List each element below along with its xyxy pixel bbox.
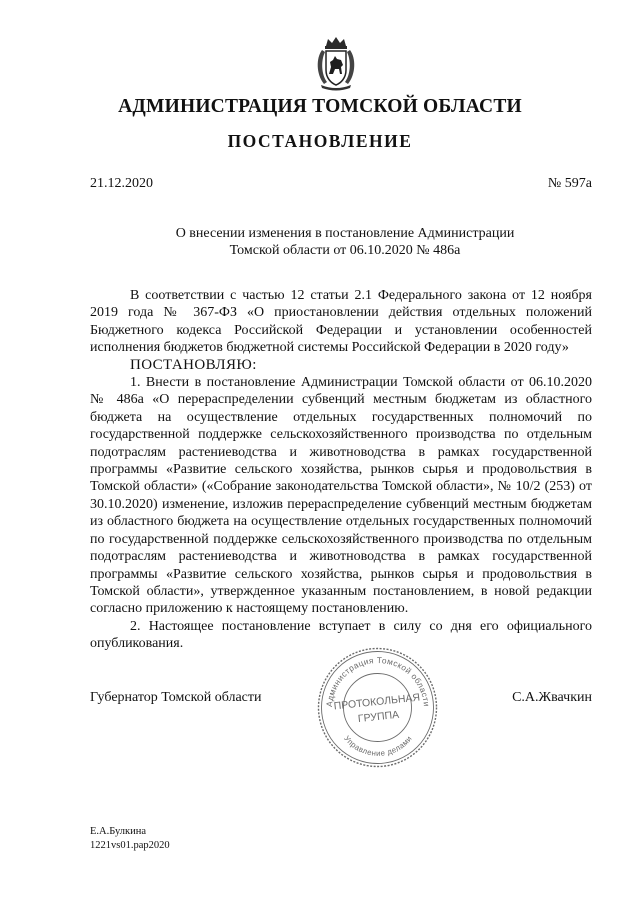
document-footer [90, 825, 170, 853]
stamp-bottom-text: Управление делами [342, 733, 414, 758]
svg-text:Управление делами [342, 734, 414, 758]
file-reference: 1221vs01.pap2020 [90, 840, 170, 851]
official-stamp [315, 645, 440, 770]
stamp-center-line: ГРУППА [357, 708, 400, 726]
organization-title: АДМИНИСТРАЦИЯ ТОМСКОЙ ОБЛАСТИ [118, 96, 522, 117]
document-type: ПОСТАНОВЛЕНИЕ [227, 131, 413, 151]
subject-line: О внесении изменения в постановление Администрации [175, 226, 515, 241]
document-date: 21.12.2020 [90, 176, 153, 191]
coat-of-arms-icon [313, 34, 359, 92]
resolve-heading: ПОСТАНОВЛЯЮ: [130, 356, 257, 373]
subject-line: Томской области от 06.10.2020 № 486а [229, 243, 461, 258]
document-body [90, 287, 592, 653]
document-number: № 597а [547, 176, 592, 191]
stamp-outer-text: Администрация Томской области [323, 654, 432, 708]
author-name: Е.А.Булкина [90, 826, 147, 837]
stamp-center-line: ПРОТОКОЛЬНАЯ [333, 691, 421, 713]
signer-position: Губернатор Томской области [90, 690, 262, 705]
item-1-paragraph: 1. Внести в постановление Администрации Томской области от 06.10.2020 № 486а «О перераспределении субвенций местным бюджетам из областного бюджета на осуществление отдельных государственных полномочий по государственной поддержке сельскохозяйственного производства по отдельным подотраслям растениеводства и животноводства в рамках государственной программы «Развитие сельского хозяйства, рынков сырья и продовольствия в Томской области» («Собрание законодательства Томской области», № 10/2 (253) от 30.10.2020) изменение, изложив перераспределение субвенций местным бюджетам из областного бюджета на осуществление отдельных государственных полномочий по государственной поддержке сельскохозяйственного производства по отдельным подотраслям растениеводства и животноводства в рамках государственной программы «Развитие сельского хозяйства, рынков сырья и продовольствия в Томской области», утвержденное указанным постановлением, в новой редакции согласно приложению к настоящему постановлению. [90, 375, 592, 617]
signer-name: С.А.Жвачкин [512, 690, 592, 705]
preamble-paragraph: В соответствии с частью 12 статьи 2.1 Федерального закона от 12 ноября 2019 года № 367-ФЗ «О приостановлении действия отдельных положений Бюджетного кодекса Российской Федерации и установлении особенностей исполнения бюджетов бюджетной системы Российской Федерации в 2020 году» [90, 288, 592, 356]
item-2-paragraph: 2. Настоящее постановление вступает в силу со дня его официального опубликования. [90, 618, 592, 652]
document-subject [150, 225, 540, 259]
